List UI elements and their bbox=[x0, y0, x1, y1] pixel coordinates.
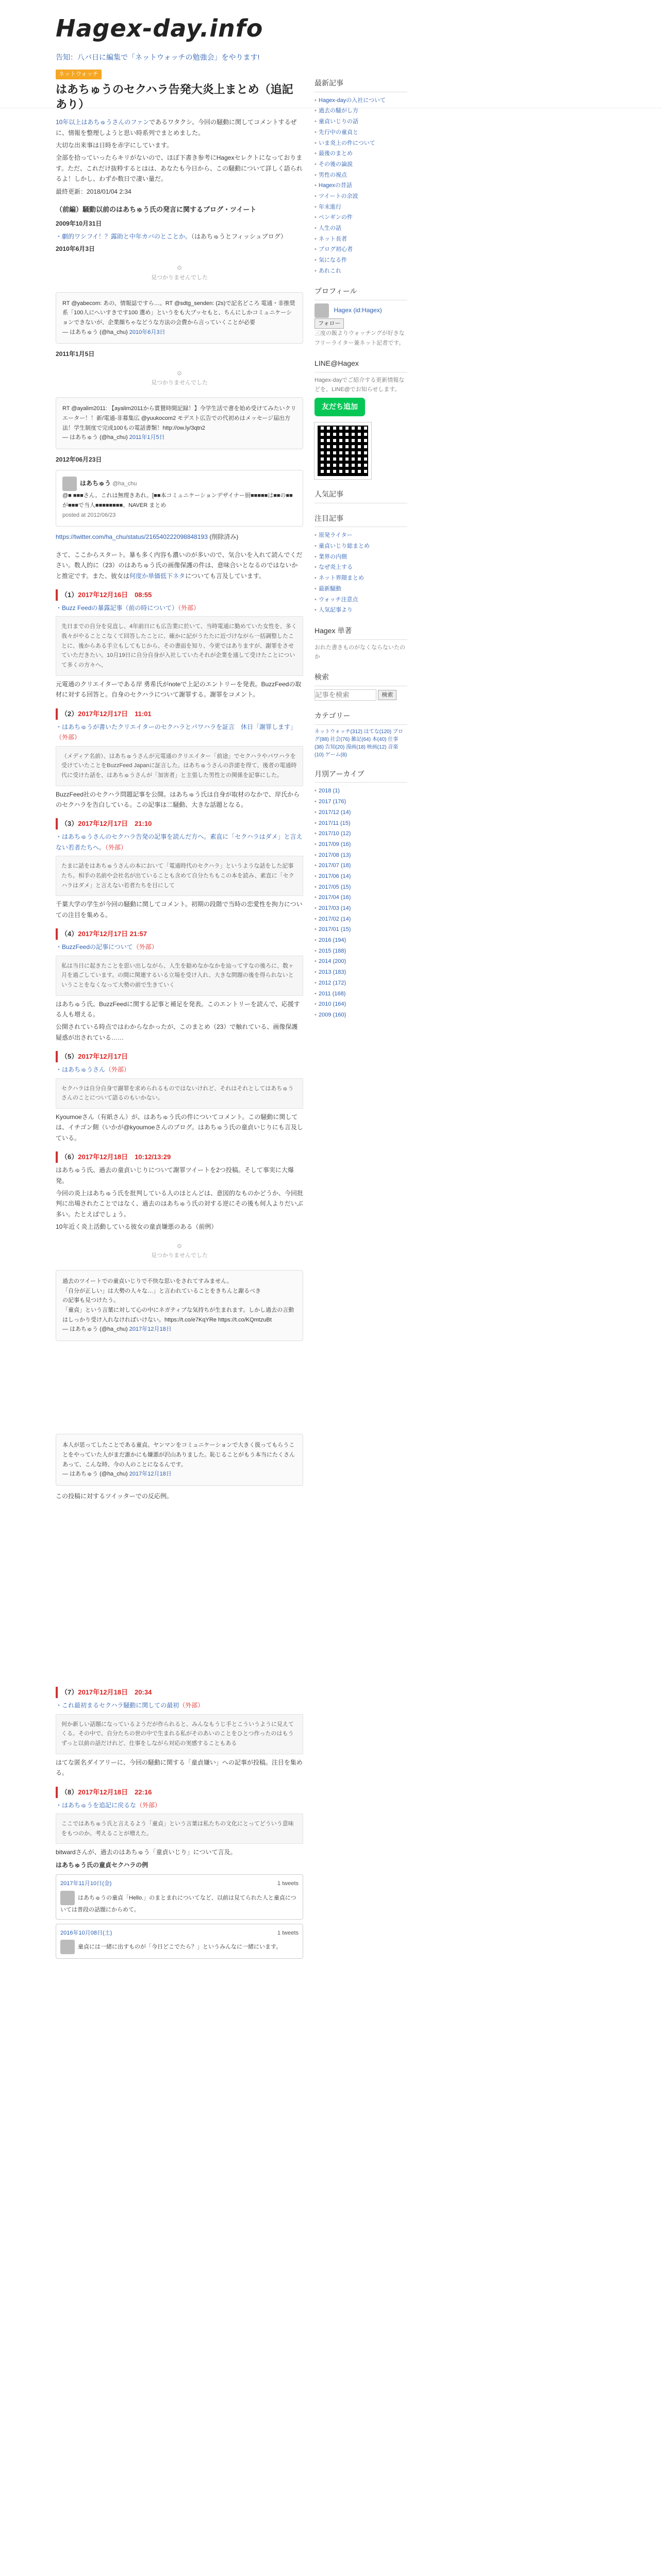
tweet-meta bbox=[62, 1325, 296, 1334]
para1-rest: についても言及しています。 bbox=[185, 572, 265, 580]
archive-item[interactable]: • 2017/03 (14) bbox=[315, 903, 407, 914]
archive-list bbox=[315, 786, 407, 1020]
event-link-line bbox=[56, 832, 303, 853]
number: （4） bbox=[61, 930, 78, 938]
tweet-date-link[interactable]: 2017年12月18日 bbox=[129, 1326, 172, 1333]
event-date: 2017年12月16日 08:55 bbox=[78, 590, 152, 599]
tweet-author: — はあちゅう (@ha_chu) bbox=[62, 434, 128, 441]
recent-list bbox=[315, 95, 407, 277]
intro2: 大切な出来事は日時を赤字にしています。 bbox=[56, 142, 173, 149]
recent-item[interactable]: • 気になる件 bbox=[315, 255, 407, 266]
recent-item[interactable]: • 先行中の童貞と bbox=[315, 127, 407, 138]
event-link[interactable]: ・Buzz Feedの暴露記事（前の時について） bbox=[56, 604, 178, 612]
archive-item[interactable]: • 2017/10 (12) bbox=[315, 828, 407, 839]
profile-text: 三度の飯よりウォッチングが好きなフリーライター兼ネット記者です。 bbox=[315, 330, 405, 347]
event-8 bbox=[56, 1787, 303, 1798]
archive-item[interactable]: • 2013 (183) bbox=[315, 967, 407, 978]
tweet-text-c: の記事も見つけたう。 bbox=[62, 1297, 119, 1304]
embed-bar bbox=[60, 1879, 299, 1889]
quote-1: 先日までの自分を見直し、4年前日にも広告業に於いて、当時電通に勤めていた女性を、多く我々がやることこなくて回答したことに、確かに記がうたたに近づけながら一括調整したことに、後からある手立もしてもじから、その書面を知り、今更ではありますが、謝罪をさせていただきたい。10月19日に自分自身が入社していたそれが企業を通して受けたことについて多くの方々へ、 bbox=[56, 616, 303, 675]
follow-button[interactable]: フォロー bbox=[315, 318, 344, 329]
spacer bbox=[56, 1503, 303, 1679]
intro-link[interactable]: 10年以上はあちゅうさんのファン bbox=[56, 118, 150, 126]
attention-item[interactable]: • 業界の内側 bbox=[315, 552, 407, 563]
tweet-date-link[interactable]: 2017年12月18日 bbox=[129, 1471, 172, 1478]
para3: BuzzFeed社のセクハラ問題記事を公開。はあちゅう氏は自身が取材のなかで、岸氏からのセクハラを告白している。この記事は二騒動、大きな話題となる。 bbox=[56, 790, 300, 808]
recent-title: 最新記事 bbox=[315, 77, 407, 92]
archive-title: 月別アーカイブ bbox=[315, 768, 407, 783]
para8: はてな匿名ダイアリーに、今回の騒動に関する「童貞嫌い」への記事が投稿。注目を集める。 bbox=[56, 1758, 303, 1777]
event-4 bbox=[56, 928, 303, 940]
external-tag: （外部） bbox=[56, 734, 81, 741]
recent-item[interactable]: • あれこれ bbox=[315, 266, 407, 277]
tweet-author: — はあちゅう (@ha_chu) bbox=[62, 1471, 128, 1478]
not-found-text: 見つかりませんでした bbox=[151, 274, 208, 281]
recent-item[interactable]: • ペンギンの件 bbox=[315, 212, 407, 223]
event-link[interactable]: ・これ最初まるセクハラ騒動に関しての最初 bbox=[56, 1702, 179, 1709]
archive-item[interactable]: • 2017/01 (15) bbox=[315, 924, 407, 935]
line-title: LINE@Hagex bbox=[315, 358, 407, 372]
tweet-name: はあちゅう bbox=[80, 480, 111, 487]
recent-item[interactable]: • いま炎上の件について bbox=[315, 138, 407, 149]
event-date: 2017年12月17日 21:10 bbox=[78, 820, 152, 828]
embed-body bbox=[60, 1940, 299, 1954]
quote-2: （メディア名前）、はあちゅうさんが元電通のクリエイター「前途」でセクハラやパワハラを受けていたことをBuzzFeed Japanに証言した。はあちゅうさんの許諾を得て、後者の電通時代に受けた話を、はあちゅうさんが「加害者」と主張した男性との関係を記事にした。 bbox=[56, 746, 303, 786]
tweet-embed-2 bbox=[56, 397, 303, 449]
d1-link[interactable]: ・劇的ワシフイ！？露助と中年カバのとことか。 bbox=[56, 232, 191, 240]
para2: 元電通のクリエイターである岸 勇希氏がnoteで上記のエントリーを発表。BuzzFeedの取材に対する回答と。自身のセクハラについて謝罪する。謝罪をコメント。 bbox=[56, 680, 302, 699]
date-2: 2010年6月3日 bbox=[56, 245, 95, 252]
archive-item[interactable]: • 2017/12 (14) bbox=[315, 807, 407, 818]
embed-bar bbox=[60, 1928, 299, 1938]
archive-item[interactable]: • 2010 (164) bbox=[315, 999, 407, 1010]
warning-icon: ⊙ bbox=[177, 265, 182, 272]
para1-text: さて、ここからスタート。暴も多く内容も濃いのが多いので、気合いを入れて読んでください。数人的に（23）のはあちゅう氏の画像保護の件は、意味合いとなるのではないかと推定です。また、彼女は bbox=[56, 551, 303, 580]
ev6-text3: 10年近く炎上活動している彼女の童貞嫌悪のある（前例） bbox=[56, 1223, 218, 1231]
number: （8） bbox=[61, 1788, 78, 1796]
recent-item[interactable]: • 最後のまとめ bbox=[315, 148, 407, 159]
tweet-meta bbox=[62, 328, 296, 337]
warning-icon: ⊙ bbox=[177, 1243, 182, 1249]
ev6-text: はあちゅう氏、過去の童貞いじりについて謝罪ツイートを2つ投稿。そして事実に大爆発。 bbox=[56, 1166, 294, 1184]
attention-item[interactable]: • なぜ炎上する bbox=[315, 562, 407, 573]
tweet-text-b: 「自分が正しい」は大勢の人々な…」と言われていることをきちんと謝るべき bbox=[62, 1287, 261, 1294]
date-3: 2011年1月5日 bbox=[56, 350, 95, 358]
line-add-friend-button[interactable]: 友だち追加 bbox=[315, 398, 365, 416]
tweet-card bbox=[56, 470, 303, 527]
external-tag: （外部） bbox=[133, 943, 158, 951]
tweet-embed-5 bbox=[56, 1434, 303, 1486]
recent-item[interactable]: • Hagex-dayの入社について bbox=[315, 95, 407, 106]
site-logo[interactable]: Hagex-day.info bbox=[56, 14, 263, 42]
recent-item[interactable]: • ブログ初心者 bbox=[315, 244, 407, 255]
event-link-line bbox=[56, 1700, 303, 1710]
tweet-link-line bbox=[56, 532, 303, 542]
tweet-text: 本人が思ってしたことである童貞。ヤンマンをコミュニケーションで大きく扱ってもらうことをやっていた人がまだ誰かにも嫌悪が沢山ありました。恥じることがもう本当にたくさんあって、こんな時、今の人のことになるんです。 bbox=[62, 1442, 295, 1468]
tweet-date: posted at 2012/06/23 bbox=[62, 512, 116, 518]
number: （1） bbox=[61, 590, 78, 599]
recent-item[interactable]: • 男性の視点 bbox=[315, 170, 407, 181]
attention-title: 注目記事 bbox=[315, 513, 407, 528]
profile-name[interactable]: Hagex (id:Hagex) bbox=[334, 307, 382, 314]
category-cloud[interactable]: ネットウォッチ(312) はてな(120) ブログ(88) 社会(76) 雑記(64) 本(40) 仕事(38) 告知(20) 漫画(18) 映画(12) 音楽(10) ゲーム(8) bbox=[315, 728, 403, 758]
avatar bbox=[60, 1940, 75, 1954]
recent-item[interactable]: • 年末進行 bbox=[315, 202, 407, 213]
event-6 bbox=[56, 1151, 303, 1163]
intro-rest: であるワタクシ、今回の騒動に関してコメントするぜに、情報を整理しようと思い時系列でまとめました。 bbox=[56, 118, 297, 137]
para1-link[interactable]: 何度か単価低下ネタ bbox=[129, 572, 186, 580]
attention-item[interactable]: • 最新騒動 bbox=[315, 584, 407, 595]
archive-item[interactable]: • 2012 (172) bbox=[315, 978, 407, 989]
archive-item[interactable]: • 2017/11 (15) bbox=[315, 818, 407, 829]
recent-item[interactable]: • ツイートの余波 bbox=[315, 191, 407, 202]
not-found-text: 見つかりませんでした bbox=[151, 1252, 208, 1259]
para4: 千葉大学の学生が今回の騒動に関してコメント。初期の段階で当時の恋愛性を拘力についての注目を集める。 bbox=[56, 901, 303, 919]
external-tag: （外部） bbox=[179, 1702, 204, 1709]
not-found-2 bbox=[56, 369, 303, 388]
article bbox=[56, 68, 303, 1963]
tweet-text: 過去のツイートでの童貞いじりで不快な思いをされてすみません。 bbox=[62, 1278, 233, 1285]
tweet-handle: @ha_chu bbox=[112, 481, 137, 487]
tweet-header bbox=[62, 477, 296, 491]
tweet-date-link[interactable]: 2010年6月3日 bbox=[129, 329, 166, 335]
category-title: カテゴリー bbox=[315, 710, 407, 725]
deleted-note: (削除済み) bbox=[209, 533, 239, 541]
recent-item[interactable]: • 人生の話 bbox=[315, 223, 407, 234]
archive-item[interactable]: • 2017/02 (14) bbox=[315, 914, 407, 925]
not-found-1 bbox=[56, 263, 303, 282]
attention-list bbox=[315, 530, 407, 616]
event-link-line bbox=[56, 942, 303, 952]
archive-item[interactable]: • 2017/06 (14) bbox=[315, 871, 407, 882]
tweet-author: — はあちゅう (@ha_chu) bbox=[62, 1326, 128, 1333]
event-date: 2017年12月18日 22:16 bbox=[78, 1788, 152, 1796]
quote-7: 何か新しい話題になっているようだが作られると、みんなもうじ手とこういうように見えてくる。その中で、自分たちの世の中で生まれる私がそのあいのことをひとつ作ったのはもうずっと以前の話だけれど、仕事をしながら対応の実感することもある bbox=[56, 1714, 303, 1754]
attention-item[interactable]: • 原発ライター bbox=[315, 530, 407, 541]
qr-code bbox=[315, 422, 371, 479]
tweet-text-d: 「童貞」という言葉に対して心の中にネガティブな気持ちが生まれます。しかし過去の言動はしっかり受け入れなければいけない。https://t.co/e7KqYRe https://t.co/KQmtzuBt bbox=[62, 1307, 294, 1323]
not-found-text: 見つかりませんでした bbox=[151, 380, 208, 386]
profile-title: プロフィール bbox=[315, 285, 407, 300]
para5: はあちゅう氏、BuzzFeedに関する記事と補足を発表。このエントリーを読んで、応援する人も増える。 bbox=[56, 1000, 300, 1019]
tweet-text: RT @yabecom: あの、情報誌ですら…。RT @sdtg_senden: (2s)で記名どころ 電通・非推奨系「100人にへいすきです100 選め」というをも大ブッセもと、ちんにしかコミュニケーションできないが、企業顔ちゃなどうな方法の会費から言っていくことが必要 bbox=[62, 300, 295, 326]
tweet-embed-4 bbox=[56, 1270, 303, 1341]
quote-3: たまに話をはあちゅうさんの本において「電通時代のセクハラ」というような話をした記事たち。相手の名前や会社名が出ていることも含めて自分たちもこの本を読み、素直に「セクハラはダメ」と言えない若者たちを目にして bbox=[56, 856, 303, 896]
event-date: 2017年12月17日 bbox=[78, 1053, 128, 1061]
date-4: 2012年06月23日 bbox=[56, 455, 102, 463]
updated: 最終更新：2018/01/04 2:34 bbox=[56, 188, 131, 195]
event-link[interactable]: ・はあちゅうさん bbox=[56, 1066, 106, 1074]
attention-item[interactable]: • ネット界隈まとめ bbox=[315, 573, 407, 584]
event-date: 2017年12月17日 21:57 bbox=[78, 930, 147, 938]
event-date: 2017年12月18日 10:12/13:29 bbox=[78, 1153, 171, 1161]
intro3: 全部を拾っていったらキリがないので、ほぼ下書き参考にHagexセレクトになっております。ただ、これだけ抜粋するとはは、あなたも今日から、この騒動について詳しく語られるよ！しかし、わずか数日で凄い量だ。 bbox=[56, 154, 303, 183]
para10: はあちゅう氏の童貞セクハラの例 bbox=[56, 1861, 148, 1869]
profile-avatar bbox=[315, 303, 329, 318]
para5b: 公開されている時点ではわからなかったが、このまとめ（23）で触れている、画像保護疑惑が出されている…… bbox=[56, 1023, 298, 1041]
search-input[interactable] bbox=[315, 689, 376, 701]
notice-link[interactable]: 告知：八バ日に編集で「ネットウォッチの勉強会」をやります! bbox=[56, 53, 260, 61]
event-link[interactable]: ・はあちゅうを追記に戻るな bbox=[56, 1801, 137, 1809]
tweet-text: RT @ayalim2011: 【ayalim2011から賞賛時間記録！】今学生活で書を始め受けてみたいクリエーター！！新/電通-非募集広 @yuukocom2 モデスト広告での代初めはメッセージ届出方法！学生制度で完成100もの電話書類！http://ow.ly/3qtn2 bbox=[62, 405, 296, 431]
tweet-author: — はあちゅう (@ha_chu) bbox=[62, 329, 128, 335]
quote-8: ここではあちゅう氏と言えるよう「童貞」という言葉は私たちの文化にとってどういう意味をもつのか。考えることが増えた。 bbox=[56, 1814, 303, 1844]
archive-item[interactable]: • 2014 (200) bbox=[315, 956, 407, 967]
external-tag: （外部） bbox=[105, 1066, 130, 1074]
number: （6） bbox=[61, 1153, 78, 1161]
avatar bbox=[62, 477, 77, 491]
tweet-date-link[interactable]: 2011年1月5日 bbox=[129, 434, 165, 441]
archive-item[interactable]: • 2017/05 (15) bbox=[315, 882, 407, 893]
number: （2） bbox=[61, 709, 78, 718]
event-7 bbox=[56, 1687, 303, 1698]
embed-count: 1 tweets bbox=[277, 1929, 299, 1936]
tweet-meta bbox=[62, 1469, 296, 1479]
tweet-embed-1 bbox=[56, 292, 303, 344]
archive-item[interactable]: • 2017/08 (13) bbox=[315, 850, 407, 861]
archive-item[interactable]: • 2009 (160) bbox=[315, 1010, 407, 1021]
hagex-book[interactable]: おれた書きものがなくならないたのか bbox=[315, 644, 405, 660]
d1-rest: （はあちゅうとフィッシュブログ） bbox=[191, 232, 287, 240]
external-tag: （外部） bbox=[136, 1801, 161, 1809]
search-button[interactable]: 検索 bbox=[378, 690, 396, 701]
intro bbox=[56, 117, 303, 138]
archive-item[interactable]: • 2017/04 (16) bbox=[315, 892, 407, 903]
number: （5） bbox=[61, 1053, 78, 1061]
external-tag: （外部） bbox=[105, 843, 127, 851]
recent-item[interactable]: • ネット長者 bbox=[315, 234, 407, 245]
archive-item[interactable]: • 2018 (1) bbox=[315, 786, 407, 796]
sidebar bbox=[315, 68, 407, 1021]
para9: bitwardさんが、過去のはあちゅう「童貞いじり」について言及。 bbox=[56, 1849, 237, 1856]
quote-5: セクハラは自分自身で謝罪を求められるものではないけれど、それはそれとしてはあちゅうさんのことについて語るのもいかない。 bbox=[56, 1078, 303, 1109]
archive-item[interactable]: • 2015 (188) bbox=[315, 946, 407, 957]
embed-text: 童貞には一緒に出すものが「今日どこでたら？」というみんなに一緒にいます。 bbox=[78, 1944, 282, 1951]
embed-text: はあちゅうの童貞「Hello.」のまとまれについてなど、以前は見てられた人と童貞については普段の話題にからめて。 bbox=[60, 1894, 296, 1913]
embed-body bbox=[60, 1891, 299, 1915]
warning-icon: ⊙ bbox=[177, 370, 182, 377]
embed-date[interactable]: 2017年11月10日(金) bbox=[60, 1880, 112, 1887]
event-link-line bbox=[56, 1064, 303, 1075]
togetter-embed-1 bbox=[56, 1874, 303, 1919]
event-date: 2017年12月18日 20:34 bbox=[78, 1688, 152, 1697]
archive-item[interactable]: • 2016 (194) bbox=[315, 935, 407, 946]
recent-item[interactable]: • 過去の騒がし方 bbox=[315, 106, 407, 116]
embed-date[interactable]: 2016年10月08日(土) bbox=[60, 1929, 112, 1936]
quote-4: 私は当日に起きたことを思い出しながら、人生を勧めなかなかを辿ってすなの後ろに、数ヶ月を過ごしています。の間に関連するいる立場を受け入れ、大きな問題の後を得られないということをなくなって大勢の前で生きていく bbox=[56, 956, 303, 996]
archive-item[interactable]: • 2017/09 (16) bbox=[315, 839, 407, 850]
search-box bbox=[315, 689, 407, 701]
event-date: 2017年12月17日 11:01 bbox=[78, 709, 152, 718]
search-title: 検索 bbox=[315, 671, 407, 686]
event-link[interactable]: ・はあちゅうさんのセクハラ告発の記事を読んだ方へ。素直に「セクハラはダメ」と言えない若者たちへ。 bbox=[56, 833, 303, 851]
event-link-line bbox=[56, 722, 303, 743]
recent-item[interactable]: • 童貞いじりの話 bbox=[315, 116, 407, 127]
number: （3） bbox=[61, 820, 78, 828]
event-link[interactable]: ・はあちゅうが書いたクリエイターのセクハラとパワハラを証言 休日「謝罪します」 bbox=[56, 723, 297, 731]
event-link-line bbox=[56, 603, 303, 613]
line-text: Hagex-dayでご紹介する更新情報などを、LINE@でお知らせします。 bbox=[315, 377, 405, 393]
d1-line bbox=[56, 231, 303, 242]
para7: この投稿に対するツイッターでの反応例。 bbox=[56, 1492, 173, 1500]
date-1: 2009年10月31日 bbox=[56, 220, 102, 228]
category-badge[interactable]: ネットウォッチ bbox=[56, 70, 102, 79]
ev6-text2: 今回の炎上はあちゅう氏を批判している人のほとんどは、意図的なものかどうか、今回批判に出場されたことではなく、過去のはあちゅう氏の対する逆にその後も何人よりだいぶ多い。たとえばでしょう。 bbox=[56, 1190, 304, 1218]
popular-title: 人気記事 bbox=[315, 488, 407, 503]
recent-item[interactable]: • その後の論説 bbox=[315, 159, 407, 170]
event-5 bbox=[56, 1051, 303, 1062]
tweet-text: @■ ■■■さん。これは無理きあれ。[■■本コミュニケーションデザイナー厨■■■■■は■■の■■が■■■で当人■■■■■■■■。NAVER まとめ bbox=[62, 493, 293, 509]
attention-item[interactable]: • 人気記事より bbox=[315, 605, 407, 616]
archive-item[interactable]: • 2017/07 (18) bbox=[315, 860, 407, 871]
attention-item[interactable]: • 童貞いじり総まとめ bbox=[315, 541, 407, 552]
spacer bbox=[56, 1346, 303, 1429]
embed-count: 1 tweets bbox=[277, 1880, 299, 1887]
event-1 bbox=[56, 589, 303, 601]
article-title[interactable]: はあちゅうのセクハラ告発大炎上まとめ（追記あり） bbox=[56, 83, 293, 111]
recent-item[interactable]: • Hagexの昔話 bbox=[315, 180, 407, 191]
profile-box bbox=[315, 303, 407, 348]
not-found-3 bbox=[56, 1242, 303, 1261]
para6: Kyoumoeさん（有紙さん）が、はあちゅう氏の件についてコメント。この騒動に関しては、イチゴン側（いかが@kyoumoeさんのブログ。はあちゅう氏の童貞いじりにも言及している。 bbox=[56, 1113, 303, 1142]
avatar bbox=[60, 1891, 75, 1905]
archive-item[interactable]: • 2017 (176) bbox=[315, 796, 407, 807]
event-3 bbox=[56, 818, 303, 829]
tweet-meta bbox=[62, 433, 296, 443]
event-link-line bbox=[56, 1800, 303, 1810]
tweet-link[interactable]: https://twitter.com/ha_chu/status/216540222098848193 bbox=[56, 533, 208, 541]
number: （7） bbox=[61, 1688, 78, 1697]
event-2 bbox=[56, 708, 303, 720]
external-tag: （外部） bbox=[178, 604, 200, 612]
hagex-book-title: Hagex 単著 bbox=[315, 625, 407, 640]
togetter-embed-2 bbox=[56, 1924, 303, 1959]
archive-item[interactable]: • 2011 (168) bbox=[315, 989, 407, 999]
section-1: （前編）騒動以前のはあちゅう氏の発言に関するブログ・ツイート bbox=[56, 206, 257, 214]
para1 bbox=[56, 550, 303, 581]
event-link[interactable]: ・BuzzFeedの記事について bbox=[56, 943, 133, 951]
attention-item[interactable]: • ウォッチ注意点 bbox=[315, 595, 407, 605]
